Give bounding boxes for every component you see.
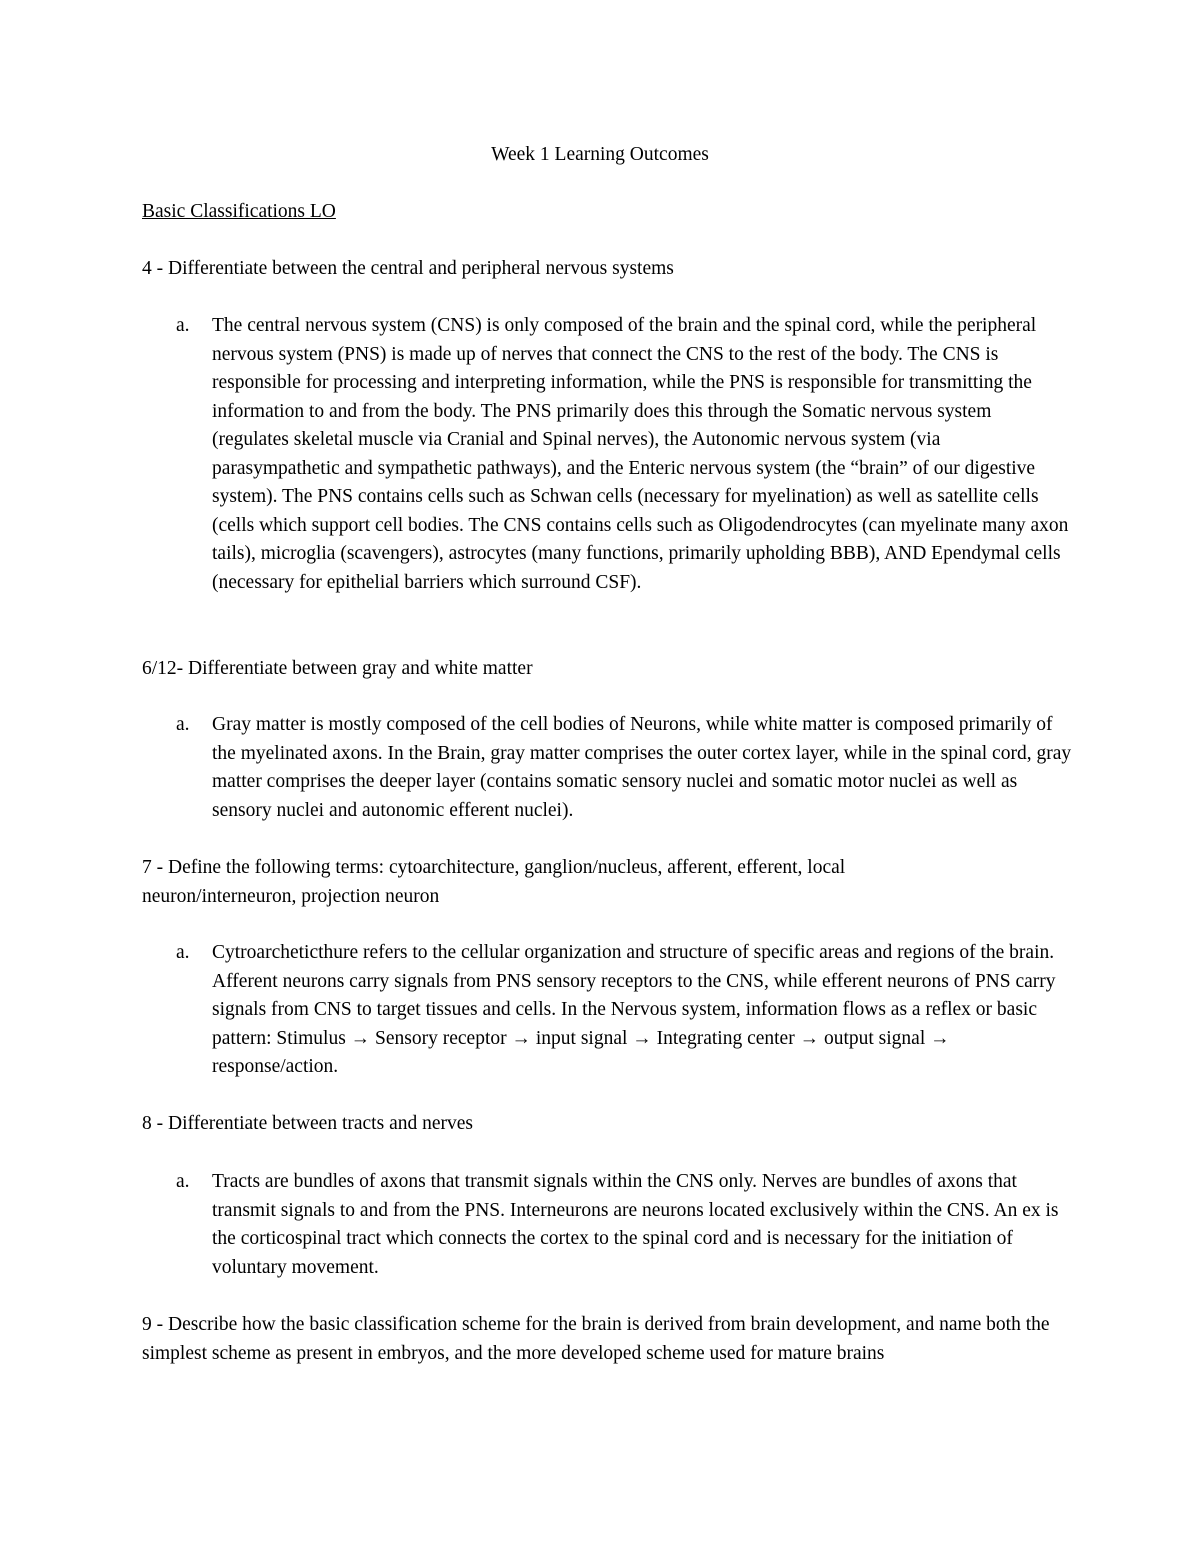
- answer-text: Cytroarcheticthure refers to the cellular organization and structure of specific areas and regions of the brain. Afferent neurons carry signals from PNS sensory receptors to the CNS, while efferent neurons of PNS carry signals from CNS to target tissues and cells. In the Nervous system, information flows as a reflex or basic pattern: Stimulus → Sensory receptor → input signal → Integrating center → output signal → response/action.: [212, 942, 1056, 1077]
- list-marker: a.: [176, 714, 190, 735]
- question-9: 9 - Describe how the basic classification scheme for the brain is derived from brain development, and name both the simplest scheme as present in embryos, and the more developed scheme used for mature brains: [142, 1314, 1050, 1364]
- answer-text: Tracts are bundles of axons that transmit signals within the CNS only. Nerves are bundles of axons that transmit signals to and from the PNS. Interneurons are neurons located exclusively within the CNS. An ex is the corticospinal tract which connects the cortex to the spinal cord and is necessary for the initiation of voluntary movement.: [212, 1171, 1059, 1278]
- answer-7: [176, 939, 1072, 1082]
- page-title: Week 1 Learning Outcomes: [491, 144, 709, 165]
- answer-text: Gray matter is mostly composed of the cell bodies of Neurons, while white matter is composed primarily of the myelinated axons. In the Brain, gray matter comprises the outer cortex layer, while in the spinal cord, gray matter comprises the deeper layer (contains somatic sensory nuclei and somatic motor nuclei as well as sensory nuclei and autonomic efferent nuclei).: [212, 714, 1072, 821]
- answer-4: [176, 312, 1072, 597]
- list-marker: a.: [176, 1171, 190, 1192]
- answer-6-12: [176, 711, 1072, 825]
- question-6-12: 6/12- Differentiate between gray and white matter: [142, 658, 533, 679]
- question-4: 4 - Differentiate between the central and peripheral nervous systems: [142, 258, 674, 279]
- question-8: 8 - Differentiate between tracts and nerves: [142, 1113, 473, 1134]
- answer-text: The central nervous system (CNS) is only composed of the brain and the spinal cord, while the peripheral nervous system (PNS) is made up of nerves that connect the CNS to the rest of the body. The CNS is responsible for processing and interpreting information, while the PNS is responsible for transmitting the information to and from the body. The PNS primarily does this through the Somatic nervous system (regulates skeletal muscle via Cranial and Spinal nerves), the Autonomic nervous system (via parasympathetic and sympathetic pathways), and the Enteric nervous system (the “brain” of our digestive system). The PNS contains cells such as Schwan cells (necessary for myelination) as well as satellite cells (cells which support cell bodies. The CNS contains cells such as Oligodendrocytes (can myelinate many axon tails), microglia (scavengers), astrocytes (many functions, primarily upholding BBB), AND Ependymal cells (necessary for epithelial barriers which surround CSF).: [212, 315, 1069, 593]
- section-heading: Basic Classifications LO: [142, 201, 336, 222]
- list-marker: a.: [176, 315, 190, 336]
- answer-8: [176, 1168, 1072, 1282]
- question-7: 7 - Define the following terms: cytoarchitecture, ganglion/nucleus, afferent, efferent, local neuron/interneuron, projection neuron: [142, 857, 846, 907]
- list-marker: a.: [176, 942, 190, 963]
